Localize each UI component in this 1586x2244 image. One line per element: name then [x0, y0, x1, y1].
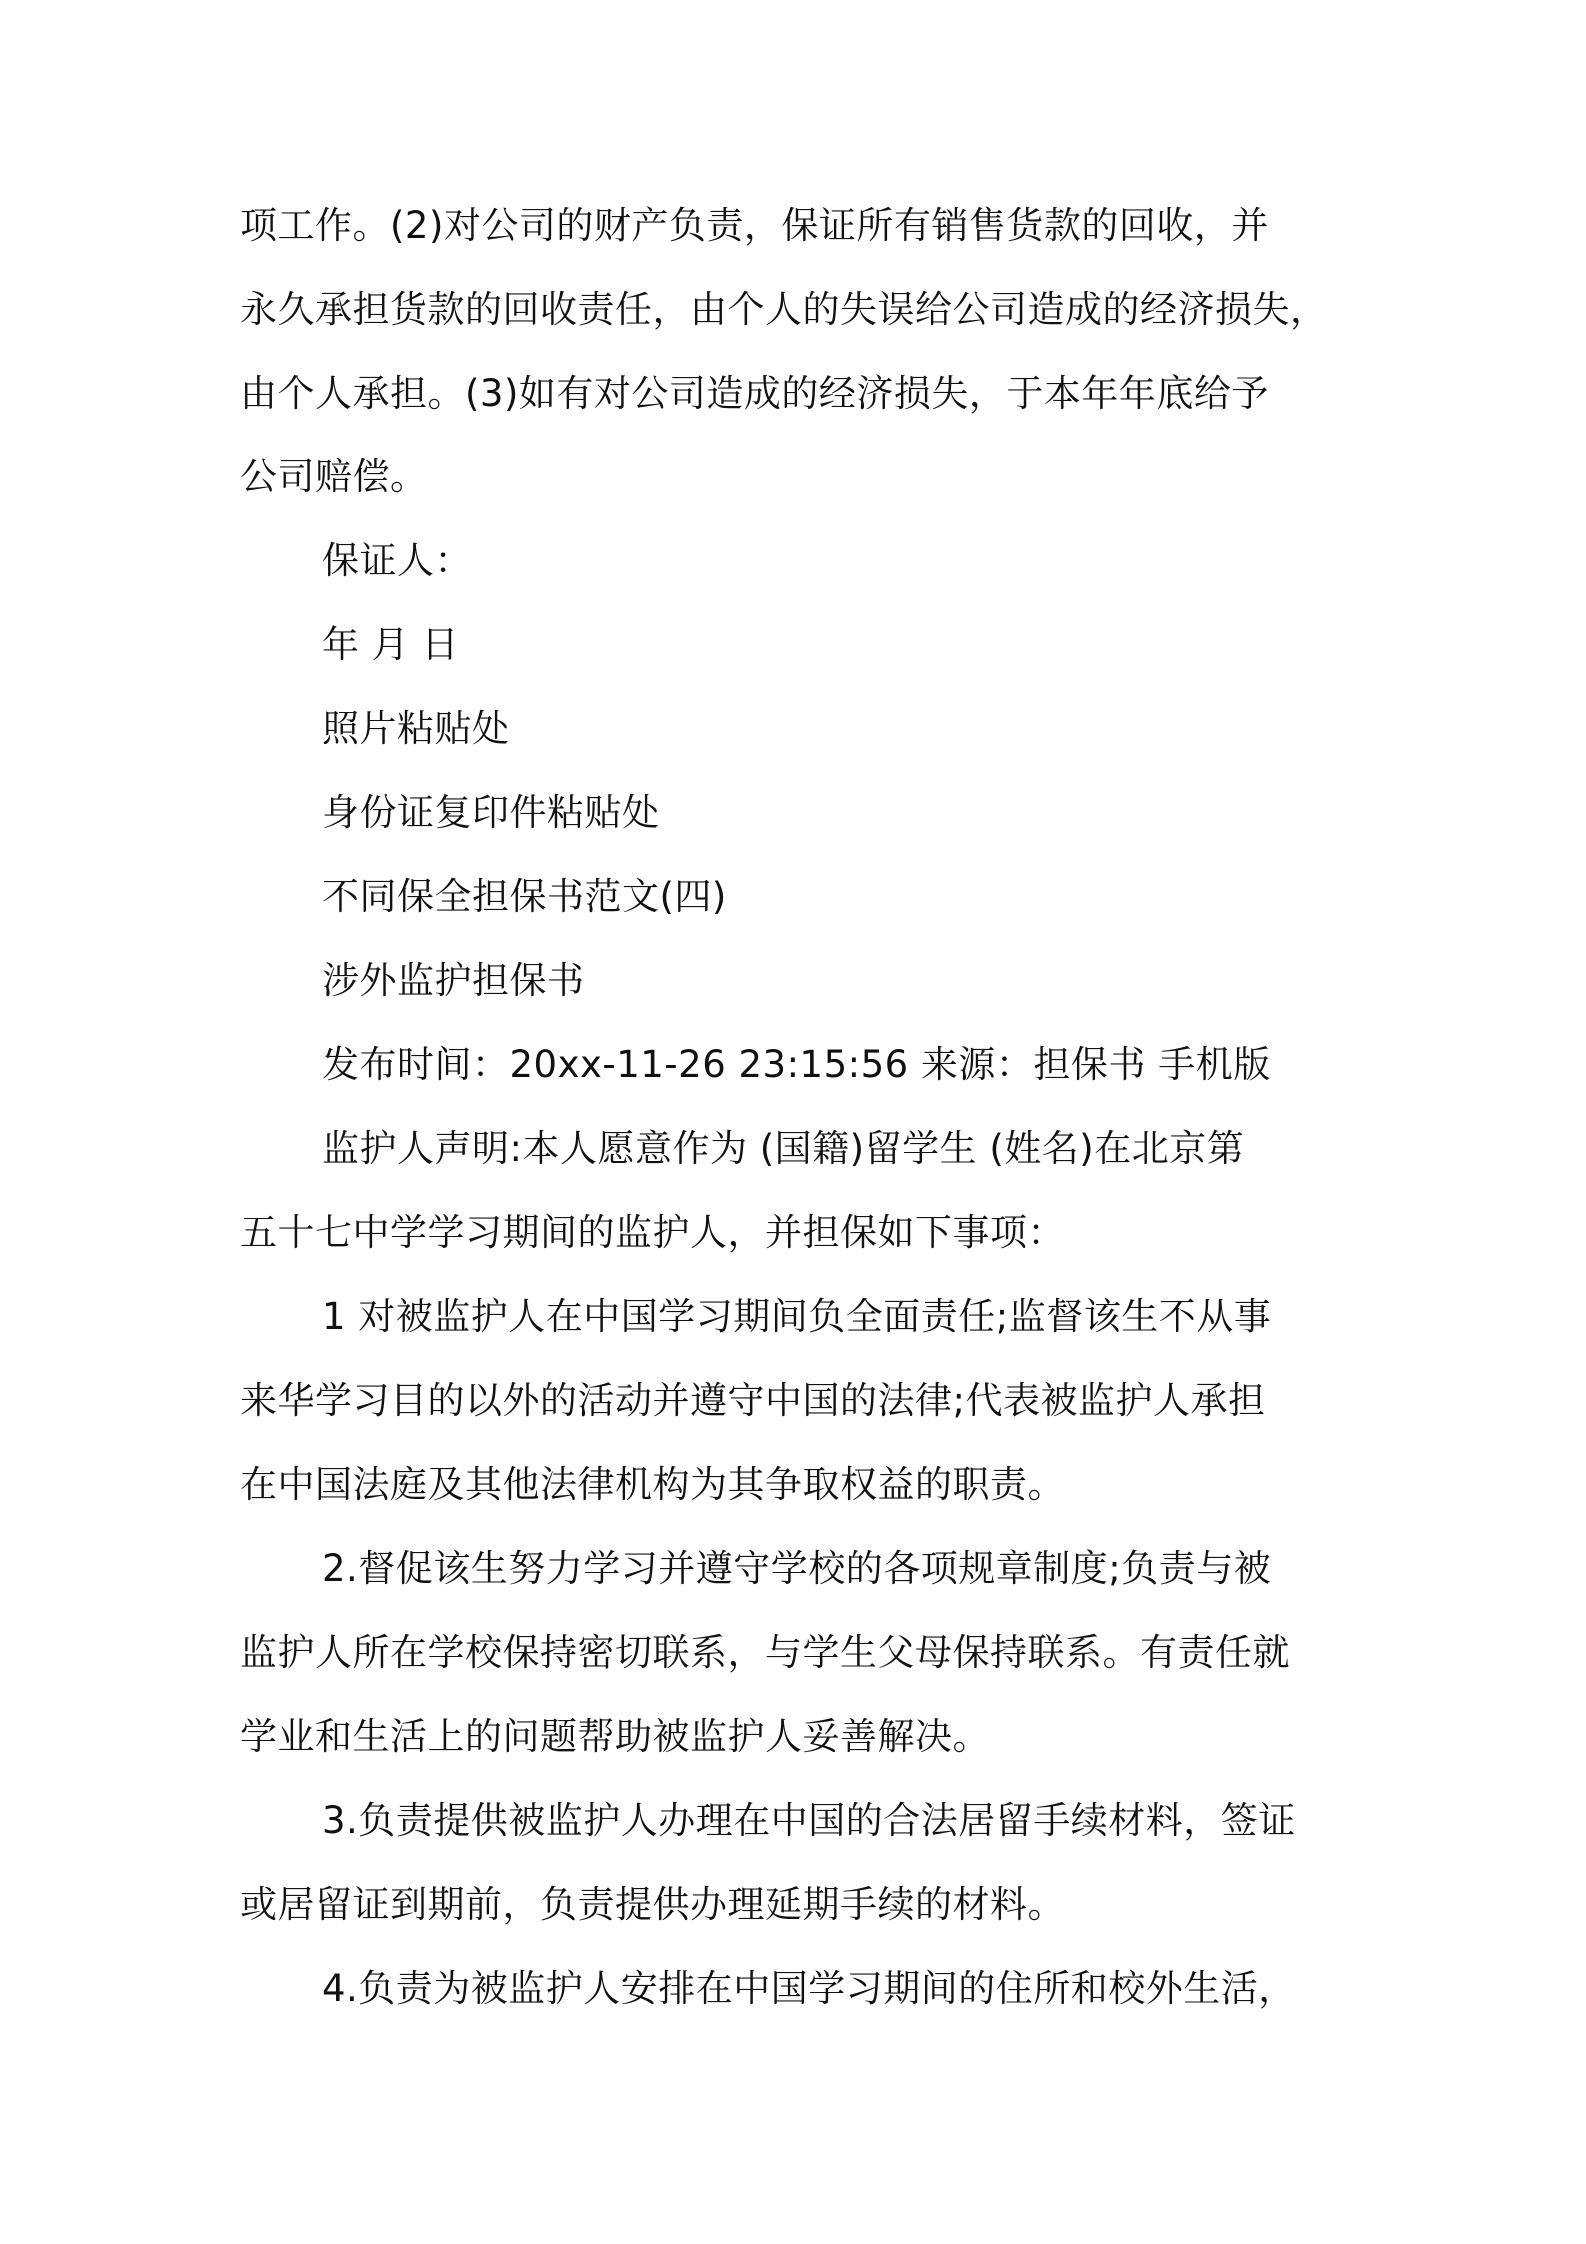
section-heading: 不同保全担保书范文(四) — [322, 875, 727, 918]
photo-placeholder-label: 照片粘贴处 — [322, 707, 510, 750]
text-line: 在中国法庭及其他法律机构为其争取权益的职责。 — [240, 1463, 1065, 1506]
text-line: 2.督促该生努力学习并遵守学校的各项规章制度;负责与被 — [322, 1547, 1272, 1590]
text-line: 或居留证到期前，负责提供办理延期手续的材料。 — [240, 1883, 1065, 1926]
text-line: 来华学习目的以外的活动并遵守中国的法律;代表被监护人承担 — [240, 1379, 1266, 1422]
text-line: 五十七中学学习期间的监护人，并担保如下事项： — [240, 1211, 1065, 1254]
publish-info: 发布时间：20xx-11-26 23:15:56 来源：担保书 手机版 — [322, 1043, 1271, 1086]
text-line: 监护人声明:本人愿意作为 (国籍)留学生 (姓名)在北京第 — [322, 1127, 1245, 1170]
guarantor-label: 保证人： — [322, 539, 472, 582]
id-copy-placeholder-label: 身份证复印件粘贴处 — [322, 791, 660, 834]
text-line: 3.负责提供被监护人办理在中国的合法居留手续材料，签证 — [322, 1799, 1296, 1842]
text-line: 4.负责为被监护人安排在中国学习期间的住所和校外生活， — [322, 1967, 1296, 2010]
text-line: 由个人承担。(3)如有对公司造成的经济损失，于本年年底给予 — [240, 372, 1269, 415]
text-line: 1 对被监护人在中国学习期间负全面责任;监督该生不从事 — [322, 1295, 1272, 1338]
text-line: 学业和生活上的问题帮助被监护人妥善解决。 — [240, 1715, 990, 1758]
date-line: 年 月 日 — [322, 623, 460, 666]
text-line: 永久承担货款的回收责任，由个人的失误给公司造成的经济损失， — [240, 288, 1328, 331]
text-line: 公司赔偿。 — [240, 455, 428, 498]
document-title: 涉外监护担保书 — [322, 959, 585, 1002]
text-line: 项工作。(2)对公司的财产负责，保证所有销售货款的回收，并 — [240, 204, 1269, 247]
text-line: 监护人所在学校保持密切联系，与学生父母保持联系。有责任就 — [240, 1631, 1290, 1674]
